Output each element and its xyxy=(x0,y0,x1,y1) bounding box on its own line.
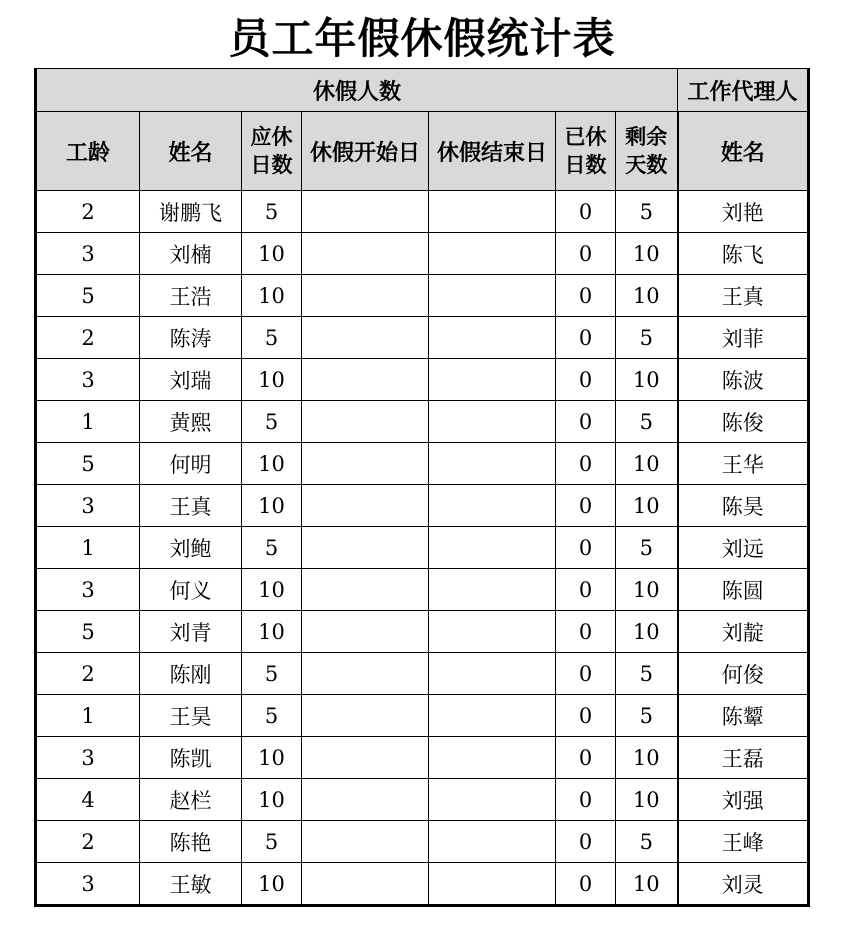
taken-days-cell: 0 xyxy=(556,779,616,821)
due-days-cell: 5 xyxy=(242,653,302,695)
start-date-cell xyxy=(302,653,429,695)
years-cell: 3 xyxy=(36,863,140,906)
due-days-cell: 5 xyxy=(242,401,302,443)
years-cell: 5 xyxy=(36,275,140,317)
end-date-cell xyxy=(429,401,556,443)
name-cell: 谢鹏飞 xyxy=(140,191,242,233)
start-date-cell xyxy=(302,821,429,863)
start-date-cell xyxy=(302,737,429,779)
taken-days-cell: 0 xyxy=(556,695,616,737)
end-date-cell xyxy=(429,443,556,485)
agent-name-cell: 陈颦 xyxy=(678,695,809,737)
start-date-cell xyxy=(302,191,429,233)
remaining-days-cell: 10 xyxy=(616,359,678,401)
table-row xyxy=(36,191,809,233)
start-date-cell xyxy=(302,233,429,275)
col-header-due-days: 应休日数 xyxy=(242,112,302,191)
years-cell: 3 xyxy=(36,233,140,275)
end-date-cell xyxy=(429,275,556,317)
column-header-row xyxy=(36,112,809,191)
taken-days-cell: 0 xyxy=(556,527,616,569)
name-cell: 王昊 xyxy=(140,695,242,737)
start-date-cell xyxy=(302,401,429,443)
name-cell: 陈艳 xyxy=(140,821,242,863)
table-row xyxy=(36,821,809,863)
due-days-cell: 10 xyxy=(242,737,302,779)
remaining-days-cell: 10 xyxy=(616,275,678,317)
end-date-cell xyxy=(429,863,556,906)
end-date-cell xyxy=(429,527,556,569)
agent-name-cell: 何俊 xyxy=(678,653,809,695)
due-days-cell: 10 xyxy=(242,779,302,821)
remaining-days-cell: 5 xyxy=(616,317,678,359)
end-date-cell xyxy=(429,653,556,695)
name-cell: 刘鲍 xyxy=(140,527,242,569)
table-row xyxy=(36,695,809,737)
table-row xyxy=(36,527,809,569)
remaining-days-cell: 10 xyxy=(616,485,678,527)
years-cell: 1 xyxy=(36,401,140,443)
col-header-remaining-days: 剩余天数 xyxy=(616,112,678,191)
table-row xyxy=(36,443,809,485)
table-row xyxy=(36,485,809,527)
start-date-cell xyxy=(302,359,429,401)
col-header-taken-days: 已休日数 xyxy=(556,112,616,191)
group-header-agent: 工作代理人 xyxy=(678,69,809,112)
taken-days-cell: 0 xyxy=(556,359,616,401)
table-row xyxy=(36,569,809,611)
due-days-cell: 10 xyxy=(242,569,302,611)
start-date-cell xyxy=(302,863,429,906)
remaining-days-cell: 5 xyxy=(616,401,678,443)
col-header-years: 工龄 xyxy=(36,112,140,191)
remaining-days-cell: 10 xyxy=(616,233,678,275)
table-row xyxy=(36,737,809,779)
agent-name-cell: 陈飞 xyxy=(678,233,809,275)
remaining-days-cell: 10 xyxy=(616,443,678,485)
taken-days-cell: 0 xyxy=(556,443,616,485)
agent-name-cell: 王真 xyxy=(678,275,809,317)
taken-days-cell: 0 xyxy=(556,653,616,695)
name-cell: 陈涛 xyxy=(140,317,242,359)
vacation-table xyxy=(34,68,810,907)
remaining-days-cell: 10 xyxy=(616,737,678,779)
name-cell: 刘瑞 xyxy=(140,359,242,401)
taken-days-cell: 0 xyxy=(556,863,616,906)
group-header-row xyxy=(36,69,809,112)
years-cell: 2 xyxy=(36,821,140,863)
end-date-cell xyxy=(429,779,556,821)
years-cell: 2 xyxy=(36,317,140,359)
end-date-cell xyxy=(429,695,556,737)
start-date-cell xyxy=(302,695,429,737)
remaining-days-cell: 10 xyxy=(616,569,678,611)
table-row xyxy=(36,359,809,401)
due-days-cell: 10 xyxy=(242,443,302,485)
due-days-cell: 10 xyxy=(242,485,302,527)
start-date-cell xyxy=(302,527,429,569)
name-cell: 何义 xyxy=(140,569,242,611)
end-date-cell xyxy=(429,821,556,863)
years-cell: 3 xyxy=(36,359,140,401)
end-date-cell xyxy=(429,359,556,401)
taken-days-cell: 0 xyxy=(556,401,616,443)
agent-name-cell: 刘灵 xyxy=(678,863,809,906)
agent-name-cell: 刘强 xyxy=(678,779,809,821)
end-date-cell xyxy=(429,233,556,275)
start-date-cell xyxy=(302,275,429,317)
years-cell: 5 xyxy=(36,443,140,485)
agent-name-cell: 刘菲 xyxy=(678,317,809,359)
remaining-days-cell: 5 xyxy=(616,695,678,737)
name-cell: 王敏 xyxy=(140,863,242,906)
years-cell: 3 xyxy=(36,485,140,527)
agent-name-cell: 陈昊 xyxy=(678,485,809,527)
due-days-cell: 5 xyxy=(242,821,302,863)
years-cell: 5 xyxy=(36,611,140,653)
agent-name-cell: 刘远 xyxy=(678,527,809,569)
name-cell: 何明 xyxy=(140,443,242,485)
years-cell: 1 xyxy=(36,695,140,737)
agent-name-cell: 刘艳 xyxy=(678,191,809,233)
agent-name-cell: 王华 xyxy=(678,443,809,485)
agent-name-cell: 陈俊 xyxy=(678,401,809,443)
table-row xyxy=(36,275,809,317)
col-header-start-date: 休假开始日 xyxy=(302,112,429,191)
years-cell: 2 xyxy=(36,191,140,233)
end-date-cell xyxy=(429,569,556,611)
name-cell: 赵栏 xyxy=(140,779,242,821)
table-row xyxy=(36,653,809,695)
taken-days-cell: 0 xyxy=(556,569,616,611)
taken-days-cell: 0 xyxy=(556,611,616,653)
start-date-cell xyxy=(302,779,429,821)
due-days-cell: 10 xyxy=(242,359,302,401)
col-header-name: 姓名 xyxy=(140,112,242,191)
end-date-cell xyxy=(429,191,556,233)
taken-days-cell: 0 xyxy=(556,233,616,275)
taken-days-cell: 0 xyxy=(556,737,616,779)
end-date-cell xyxy=(429,485,556,527)
years-cell: 4 xyxy=(36,779,140,821)
name-cell: 刘楠 xyxy=(140,233,242,275)
start-date-cell xyxy=(302,485,429,527)
remaining-days-cell: 5 xyxy=(616,191,678,233)
agent-name-cell: 王峰 xyxy=(678,821,809,863)
name-cell: 王真 xyxy=(140,485,242,527)
due-days-cell: 5 xyxy=(242,527,302,569)
name-cell: 刘青 xyxy=(140,611,242,653)
years-cell: 2 xyxy=(36,653,140,695)
remaining-days-cell: 5 xyxy=(616,527,678,569)
remaining-days-cell: 10 xyxy=(616,863,678,906)
taken-days-cell: 0 xyxy=(556,821,616,863)
agent-name-cell: 陈波 xyxy=(678,359,809,401)
taken-days-cell: 0 xyxy=(556,275,616,317)
table-row xyxy=(36,233,809,275)
page-title: 员工年假休假统计表 xyxy=(228,14,616,63)
agent-name-cell: 陈圆 xyxy=(678,569,809,611)
table-row xyxy=(36,863,809,906)
remaining-days-cell: 5 xyxy=(616,653,678,695)
start-date-cell xyxy=(302,443,429,485)
name-cell: 陈刚 xyxy=(140,653,242,695)
due-days-cell: 5 xyxy=(242,317,302,359)
due-days-cell: 10 xyxy=(242,233,302,275)
taken-days-cell: 0 xyxy=(556,485,616,527)
agent-name-cell: 刘靛 xyxy=(678,611,809,653)
remaining-days-cell: 10 xyxy=(616,779,678,821)
start-date-cell xyxy=(302,317,429,359)
table-body xyxy=(36,69,809,906)
table-row xyxy=(36,779,809,821)
years-cell: 3 xyxy=(36,737,140,779)
taken-days-cell: 0 xyxy=(556,317,616,359)
name-cell: 黄熙 xyxy=(140,401,242,443)
end-date-cell xyxy=(429,737,556,779)
due-days-cell: 10 xyxy=(242,863,302,906)
group-header-vacation: 休假人数 xyxy=(36,69,678,112)
col-header-end-date: 休假结束日 xyxy=(429,112,556,191)
name-cell: 王浩 xyxy=(140,275,242,317)
end-date-cell xyxy=(429,317,556,359)
start-date-cell xyxy=(302,611,429,653)
table-row xyxy=(36,317,809,359)
col-header-agent-name: 姓名 xyxy=(678,112,809,191)
remaining-days-cell: 5 xyxy=(616,821,678,863)
taken-days-cell: 0 xyxy=(556,191,616,233)
due-days-cell: 10 xyxy=(242,611,302,653)
due-days-cell: 10 xyxy=(242,275,302,317)
end-date-cell xyxy=(429,611,556,653)
years-cell: 1 xyxy=(36,527,140,569)
name-cell: 陈凯 xyxy=(140,737,242,779)
due-days-cell: 5 xyxy=(242,695,302,737)
remaining-days-cell: 10 xyxy=(616,611,678,653)
table-row xyxy=(36,401,809,443)
due-days-cell: 5 xyxy=(242,191,302,233)
start-date-cell xyxy=(302,569,429,611)
years-cell: 3 xyxy=(36,569,140,611)
agent-name-cell: 王磊 xyxy=(678,737,809,779)
table-row xyxy=(36,611,809,653)
